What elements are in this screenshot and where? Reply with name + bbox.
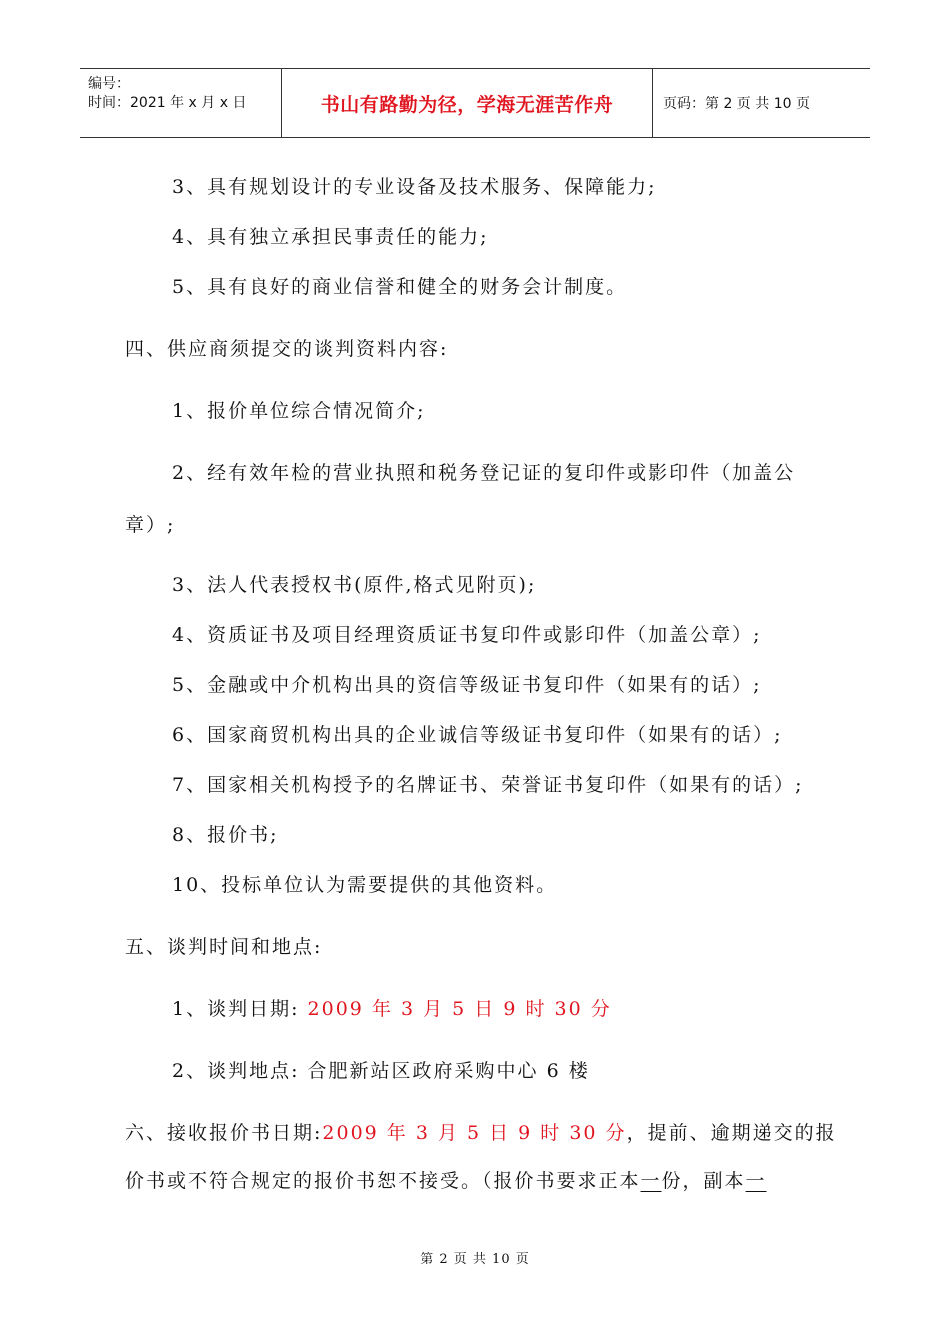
header-meta (80, 69, 282, 137)
number-label: 编号： (88, 76, 130, 92)
time-label: 时间：2021 年 x 月 x 日 (88, 95, 247, 111)
body-line: 6、国家商贸机构出具的企业诚信等级证书复印件（如果有的话）; (172, 724, 783, 746)
body-line (125, 1166, 767, 1193)
body-line: 3、法人代表授权书(原件,格式见附页); (172, 574, 537, 596)
body-line: 1、报价单位综合情况简介; (172, 400, 426, 422)
original-count: 一 (640, 1170, 662, 1192)
receipt-date-rest: ，提前、逾期递交的报 (626, 1122, 837, 1144)
section-heading: 五、谈判时间和地点: (125, 936, 323, 958)
section-heading (125, 1118, 837, 1145)
body-line: 2、经有效年检的营业执照和税务登记证的复印件或影印件（加盖公 (172, 462, 796, 484)
negotiation-date-label: 1、谈判日期: (172, 998, 300, 1020)
body-line: 8、报价书; (172, 824, 279, 846)
body-line: 章）; (125, 514, 176, 536)
header-motto: 书山有路勤为径，学海无涯苦作舟 (282, 69, 653, 137)
body-line: 5、具有良好的商业信誉和健全的财务会计制度。 (172, 276, 628, 298)
negotiation-date-line (172, 994, 612, 1021)
page-footer: 第 2 页 共 10 页 (420, 1252, 530, 1267)
body-line: 4、具有独立承担民事责任的能力; (172, 226, 489, 248)
body-line: 2、谈判地点: 合肥新站区政府采购中心 6 楼 (172, 1060, 590, 1082)
page-header (80, 68, 870, 138)
body-line: 10、投标单位认为需要提供的其他资料。 (172, 874, 558, 896)
body-text: 份，副本 (661, 1170, 746, 1192)
negotiation-date-value: 2009 年 3 月 5 日 9 时 30 分 (307, 998, 612, 1020)
body-line: 5、金融或中介机构出具的资信等级证书复印件（如果有的话）; (172, 674, 762, 696)
body-line: 3、具有规划设计的专业设备及技术服务、保障能力; (172, 176, 657, 198)
body-line: 4、资质证书及项目经理资质证书复印件或影印件（加盖公章）; (172, 624, 762, 646)
header-page-info: 页码：第 2 页 共 10 页 (663, 96, 810, 112)
body-text: 价书或不符合规定的报价书恕不接受。（报价书要求正本 (125, 1170, 641, 1192)
section-heading: 四、供应商须提交的谈判资料内容: (125, 338, 449, 360)
receipt-date-value: 2009 年 3 月 5 日 9 时 30 分 (322, 1122, 627, 1144)
body-line: 7、国家相关机构授予的名牌证书、荣誉证书复印件（如果有的话）; (172, 774, 804, 796)
copy-count: 一 (745, 1170, 767, 1192)
receipt-date-label: 六、接收报价书日期: (125, 1122, 323, 1144)
